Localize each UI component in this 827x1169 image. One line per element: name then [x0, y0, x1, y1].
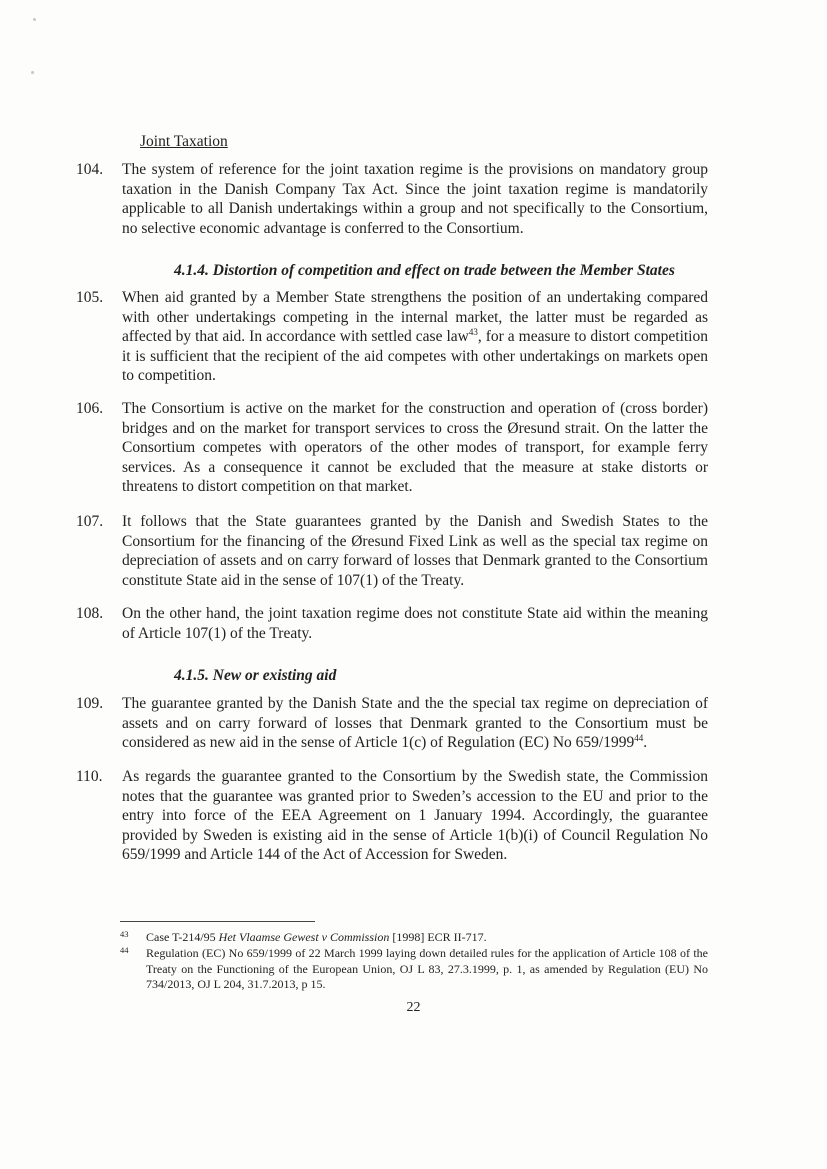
- scan-speck: [31, 71, 34, 74]
- paragraph-106: [76, 399, 708, 497]
- case-name: Het Vlaamse Gewest v Commission: [218, 930, 390, 944]
- paragraph-number: 109.: [76, 695, 104, 712]
- footnote-separator: [120, 921, 315, 922]
- paragraph-text: It follows that the State guarantees granted by the Danish and Swedish States to the Consortium for the financing of the Øresund Fixed Link as well as the special tax regime on depreciation of assets and on carry forward of losses that Denmark granted to the Consortium constitute State aid in the sense of 107(1) of the Treaty.: [122, 513, 708, 589]
- paragraph-number: 105.: [76, 289, 104, 306]
- paragraph-text-part: , for a measure to distort competition it is sufficient that the recipient of the aid competes with other undertakings on markets open to competition.: [122, 328, 708, 385]
- paragraph-109: [76, 694, 708, 753]
- footnote-text-part: [1998] ECR II-717.: [389, 930, 487, 944]
- section-heading-4-1-5: 4.1.5. New or existing aid: [174, 667, 337, 684]
- paragraph-text: On the other hand, the joint taxation regime does not constitute State aid within the meaning of Article 107(1) of the Treaty.: [122, 605, 708, 642]
- subheading-joint-taxation: Joint Taxation: [140, 133, 228, 150]
- paragraph-text: The system of reference for the joint taxation regime is the provisions on mandatory group taxation in the Danish Company Tax Act. Since the joint taxation regime is mandatorily applicable to all Danish undertakings within a group and not specifically to the Consortium, no selective economic advantage is conferred to the Consortium.: [122, 161, 708, 237]
- paragraph-text-part: .: [643, 734, 648, 752]
- footnote-text: Regulation (EC) No 659/1999 of 22 March 1999 laying down detailed rules for the application of Article 108 of the Treaty on the Functioning of the European Union, OJ L 83, 27.3.1999, p. 1, as amended by Regulation (EU) No 734/2013, OJ L 204, 31.7.2013, p 15.: [146, 946, 708, 992]
- paragraph-text: [122, 288, 708, 386]
- paragraph-text: As regards the guarantee granted to the Consortium by the Swedish state, the Commission notes that the guarantee was granted prior to Sweden’s accession to the EU and prior to the entry into force of the EEA Agreement on 1 January 1994. Accordingly, the guarantee provided by Sweden is existing aid in the sense of Article 1(b)(i) of Council Regulation No 659/1999 and Article 144 of the Act of Accession for Sweden.: [122, 768, 708, 864]
- paragraph-text-part: When aid granted by a Member State strengthens the position of an undertaking compared with other undertakings competing in the internal market, the latter must be regarded as affected by that aid. In accordance with settled case law: [122, 289, 708, 346]
- paragraph-107: [76, 512, 708, 590]
- footnote-ref: 44: [634, 733, 644, 744]
- paragraph-number: 106.: [76, 400, 104, 417]
- paragraph-110: [76, 767, 708, 865]
- paragraph-number: 110.: [76, 768, 103, 785]
- paragraph-number: 107.: [76, 513, 104, 530]
- paragraph-text-part: The guarantee granted by the Danish State and the the special tax regime on depreciation of assets and on carry forward of losses that Denmark granted to the Consortium must be considered as new aid in the sense of Article 1(c) of Regulation (EC) No 659/1999: [122, 695, 708, 752]
- paragraph-text: [122, 694, 708, 753]
- page-number: 22: [406, 1000, 421, 1015]
- paragraph-104: [76, 160, 708, 238]
- footnote-mark: 44: [120, 945, 129, 955]
- paragraph-108: [76, 604, 708, 643]
- section-heading-4-1-4: 4.1.4. Distortion of competition and effect on trade between the Member States: [174, 262, 675, 279]
- paragraph-text: The Consortium is active on the market for the construction and operation of (cross border) bridges and on the market for transport services to cross the Øresund strait. On the latter the Consortium competes with operators of the other modes of transport, for example ferry services. As a consequence it cannot be excluded that the measure at stake distorts or threatens to distort competition on that market.: [122, 400, 708, 496]
- paragraph-number: 104.: [76, 161, 104, 178]
- footnote-text-part: Case T-214/95: [146, 930, 219, 944]
- paragraph-105: [76, 288, 708, 386]
- footnote-43: [120, 930, 708, 946]
- paragraph-number: 108.: [76, 605, 104, 622]
- footnote-mark: 43: [120, 929, 129, 939]
- footnote-ref: 43: [468, 327, 478, 338]
- footnote-44: [120, 946, 708, 993]
- footnote-text: [146, 930, 708, 946]
- scan-speck: [33, 18, 36, 21]
